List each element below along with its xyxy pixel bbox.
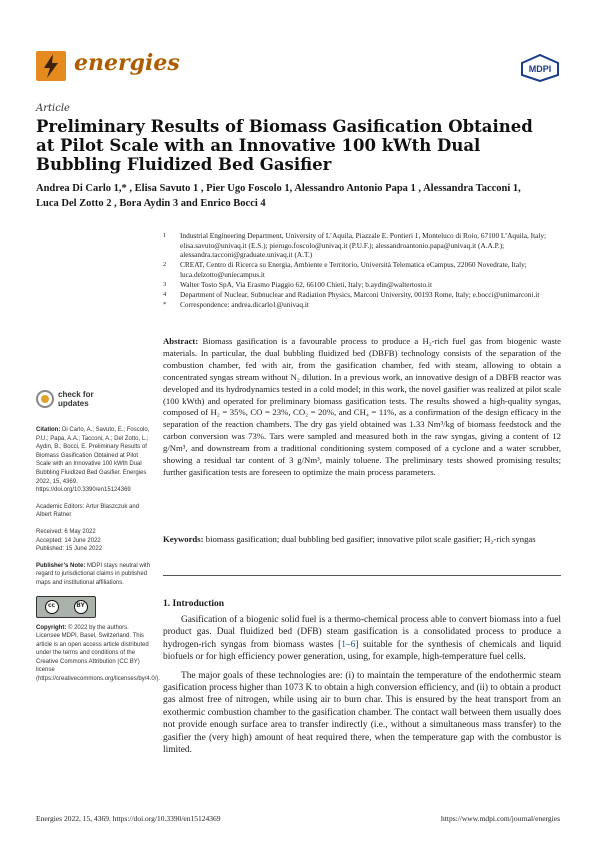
copyright-block: Copyright: © 2022 by the authors. Licensee MDPI, Basel, Switzerland. This article is an open access article distributed under the terms and conditions of the Creative Commons Attribution (CC BY) license (https://creativecommons.org/licenses/by/4.0/). xyxy=(36,624,161,683)
author-line-1: Andrea Di Carlo 1,* , Elisa Savuto 1 , Pier Ugo Foscolo 1, Alessandro Antonio Papa 1 , Alessandra Tacconi 1, xyxy=(36,183,521,194)
check-for-updates-button[interactable]: check for updates xyxy=(36,390,154,408)
dates-block: Received: 6 May 2022 Accepted: 14 June 2022 Published: 15 June 2022 xyxy=(36,528,103,553)
abstract xyxy=(163,336,561,479)
keywords-text: biomass gasification; dual bubbling bed gasifier; innovative pilot scale gasifier; H₂-rich syngas xyxy=(205,534,536,544)
mdpi-logo-icon xyxy=(520,54,560,82)
author-line-2: Luca Del Zotto 2 , Bora Aydin 3 and Enrico Bocci 4 xyxy=(36,198,266,209)
affiliation-item: 4 Department of Nuclear, Subnuclear and Radiation Physics, Marconi University, 00193 Rome, Italy; e.bocci@unimarconi.it xyxy=(163,290,540,300)
attribution-icon: BY xyxy=(74,600,88,614)
energies-logo-icon xyxy=(36,51,66,81)
journal-name: energies xyxy=(74,50,180,76)
article-type: Article xyxy=(36,103,70,114)
update-icon xyxy=(36,390,54,408)
affiliation-item: 3 Walter Tosto SpA, Via Erasmo Piaggio 62, 66100 Chieti, Italy; b.aydin@waltertosto.it xyxy=(163,279,432,289)
publisher-name: MDPI xyxy=(528,64,552,74)
journal-header xyxy=(36,46,560,90)
author-list xyxy=(36,181,556,211)
cc-icon: cc xyxy=(45,600,59,614)
divider xyxy=(163,575,561,576)
academic-editors: Academic Editors: Artur Blaszczuk and Albert Ratner xyxy=(36,503,140,519)
cc-by-license-badge[interactable] xyxy=(36,596,96,618)
introduction-body xyxy=(163,614,561,762)
citation-link[interactable]: 1–6 xyxy=(341,639,356,650)
correspondence: * Correspondence: andrea.dicarlo1@univaq.it xyxy=(163,300,309,310)
affiliations xyxy=(163,231,563,310)
affiliation-item: 2 CREAT, Centro di Ricerca su Energia, Ambiente e Territorio, Università Telematica eCampus, 22060 Novedrate, Italy; luca.delzotto@uniecampus.it xyxy=(163,260,527,279)
article-sidebar xyxy=(36,390,161,692)
abstract-label: Abstract: xyxy=(163,336,199,346)
keywords xyxy=(163,534,561,546)
abstract-text: Biomass gasification is a favourable process to produce a H₂-rich fuel gas from biogenic waste materials. In particular, the dual bubbling fluidized bed (DBFB) technology consists of the separation of the combustion chamber, fed with air, from the gasification chamber, fed with steam, allowing to obtain a concentrated syngas stream without N₂ dilution. In a previous work, an innovative design of a DBFB reactor was developed and its hydrodynamics tested in a cold model; in this work, the novel gasifier was realized at pilot scale (100 kWth) and operated for preliminary biomass gasification tests. The results showed a high-quality syngas, composed of H₂ = 35%, CO = 23%, CO₂ = 20%, and CH₄ = 11%, as a confirmation of the design efficacy in the separation of the reaction chambers. The dry gas yield obtained was 1.33 Nm³/kg of biomass feedstock and the carbon conversion was 73%. Tars were sampled and measured both in the raw syngas, giving a content of 12 g/Nm³, and downstream from a traditional conditioning system composed of a cyclone and a water scrubber, showing a residual tar content of 3 g/Nm³, mainly toluene. The preliminary tests showed promising results; further gasification tests are foreseen to optimize the main process parameters. xyxy=(163,336,562,477)
paragraph: Gasification of a biogenic solid fuel is a thermo-chemical process able to convert biomass into a fuel product gas. Dual fluidized bed (DFB) steam gasification is a consolidated process to produce a hydrogen-rich syngas from biomass wastes [1–6] suitable for the synthesis of chemicals and liquid biofuels or for high efficiency power generation, using, for example, high-temperature fuel cells. xyxy=(163,615,562,663)
footer-citation: Energies 2022, 15, 4369. https://doi.org/10.3390/en15124369 xyxy=(36,814,221,823)
affiliation-item: 1 Industrial Engineering Department, University of L’Aquila, Piazzale E. Pontieri 1, Monteluco di Roio, 67100 L’Aquila, Italy; elisa.savuto@univaq.it (E.S.); pierugo.foscolo@univaq.it (P.U.F.); alessandroantonio.papa@univaq.it (A.A.P.); alessandra.tacconi@graduate.univaq.it (A.T.) xyxy=(163,231,547,260)
paragraph: The major goals of these technologies are: (i) to maintain the temperature of the endothermic steam gasification process higher than 1073 K to obtain a high conversion efficiency, and (ii) to obtain a product gas almost free of nitrogen, while using air to burn char. This is ensured by the heat transport from an exothermic combustion chamber to the gasification chamber. The contact wall between them usually does not provide enough surface area to transfer indirectly (i.e., without a simultaneous mass transfer) to the gasifier the (very high) amount of heat required there, when the temperature gap with the combustor is limited. xyxy=(163,670,561,756)
keywords-label: Keywords: xyxy=(163,534,204,544)
footer-journal-link[interactable]: https://www.mdpi.com/journal/energies xyxy=(441,814,560,823)
publisher-note: Publisher’s Note: MDPI stays neutral with regard to jurisdictional claims in published maps and institutional affiliations. xyxy=(36,562,151,586)
citation-block: Citation: Di Carlo, A.; Savuto, E.; Foscolo, P.U.; Papa, A.A.; Tacconi, A.; Del Zotto, L.; Aydin, B.; Bocci, E. Preliminary Results of Biomass Gasification Obtained at Pilot Scale with an Innovative 100 kWth Dual Bubbling Fluidized Bed Gasifier. Energies 2022, 15, 4369. https://doi.org/10.3390/en15124369 xyxy=(36,427,150,494)
section-heading: 1. Introduction xyxy=(163,599,225,609)
page-title: Preliminary Results of Biomass Gasification Obtained at Pilot Scale with an Innovative 100 kWth Dual Bubbling Fluidized Bed Gasifier xyxy=(36,117,533,174)
